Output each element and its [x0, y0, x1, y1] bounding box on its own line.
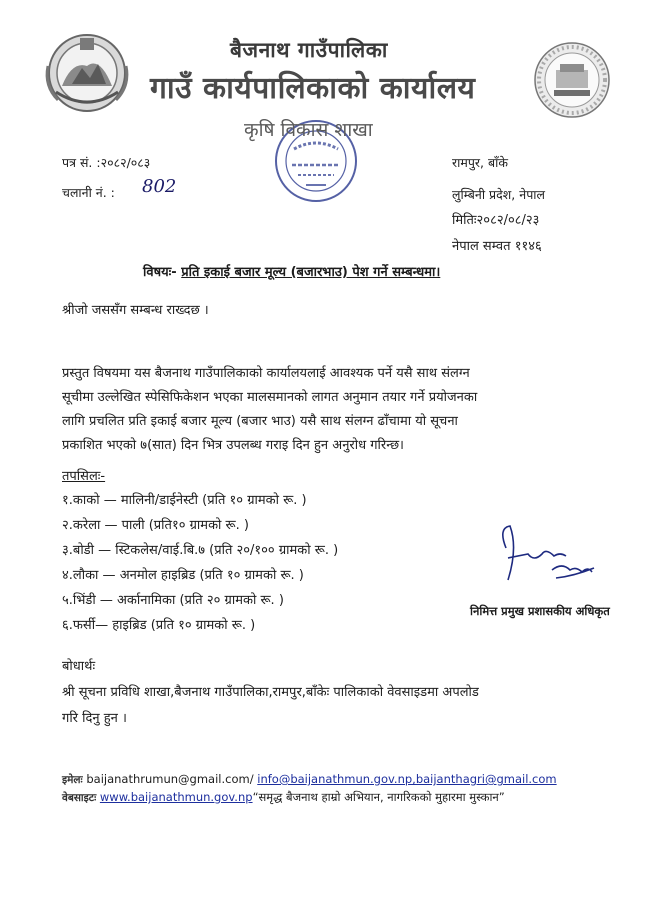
email-primary[interactable]: baijanathrumun@gmail.com/: [86, 772, 254, 786]
signature-icon: [488, 518, 608, 598]
footer-website: [62, 790, 505, 805]
body-line: प्रस्तुत विषयमा यस बैजनाथ गाउँपालिकाको कार्यालयलाई आवश्यक पर्ने यसै साथ संलग्न: [62, 366, 470, 381]
nepal-era: नेपाल सम्वत ११४६: [452, 239, 542, 254]
office-title: गाउँ कार्यपालिकाको कार्यालय: [150, 71, 476, 106]
office-province: लुम्बिनी प्रदेश, नेपाल: [452, 187, 546, 202]
branch-name: कृषि विकास शाखा: [244, 119, 373, 141]
dispatch-number: 802: [142, 176, 177, 197]
body-line: प्रकाशित भएको ७(सात) दिन भित्र उपलब्ध गराइ दिन हुन अनुरोध गरिन्छ।: [62, 438, 404, 453]
greeting: श्रीजो जससँग सम्बन्ध राख्दछ ।: [62, 303, 209, 318]
slogan: “समृद्ध बैजनाथ हाम्रो अभियान, नागरिकको मुहारमा मुस्कान”: [252, 790, 505, 804]
subject-text: प्रति इकाई बजार मूल्य (बजारभाउ) पेश गर्ने सम्बन्धमा।: [181, 265, 441, 280]
list-item: २.करेला — पाली (प्रति१० ग्रामको रू. ): [62, 518, 249, 533]
letter-date: मितिः२०८२/०८/२३: [452, 213, 540, 228]
info-request: गरि दिनु हुन ।: [62, 711, 127, 726]
signatory-title: निमित्त प्रमुख प्रशासकीय अधिकृत: [470, 604, 610, 618]
email-secondary-link[interactable]: info@baijanathmun.gov.np,baijanthagri@gmail.com: [257, 772, 557, 786]
body-line: सूचीमा उल्लेखित स्पेसिफिकेशन भएका मालसमानको लागत अनुमान तयार गर्ने प्रयोजनका: [62, 390, 478, 405]
body-line: लागि प्रचलित प्रति इकाई बजार मूल्य (बजार भाउ) यसै साथ संलग्न ढाँचामा यो सूचना: [62, 414, 458, 429]
item-list: [62, 488, 338, 638]
municipality-name: बैजनाथ गाउँपालिका: [230, 38, 388, 62]
government-emblem-icon: [42, 26, 132, 116]
email-label: इमेलः: [62, 774, 83, 786]
info-recipient: श्री सूचना प्रविधि शाखा,बैजनाथ गाउँपालिका,रामपुर,बाँकेः पालिकाको वेवसाइडमा अपलोड: [62, 685, 479, 700]
website-link[interactable]: www.baijanathmun.gov.np: [99, 790, 253, 804]
list-item: ४.लौका — अनमोल हाइब्रिड (प्रति १० ग्रामको रू. ): [62, 568, 304, 583]
list-item: १.काको — मालिनी/डाईनेस्टी (प्रति १० ग्रामको रू. ): [62, 493, 307, 508]
reference-number: पत्र सं. :२०८२/०८३: [62, 155, 151, 170]
info-label: बोधार्थः: [62, 659, 96, 674]
list-item: ६.फर्सी— हाइब्रिड (प्रति १० ग्रामको रू. ): [62, 618, 256, 633]
body-paragraph: [62, 362, 610, 458]
footer-email: [62, 772, 557, 787]
website-label: वेबसाइटः: [62, 792, 97, 804]
municipality-seal-icon: [532, 40, 612, 120]
subject-line: [143, 262, 440, 280]
list-item: ३.बोडी — स्टिकलेस/वाई.बि.७ (प्रति २०/१०० ग्रामको रू. ): [62, 543, 339, 558]
details-label: तपसिलः-: [62, 469, 106, 484]
list-item: ५.भिंडी — अर्कानामिका (प्रति २० ग्रामको रू. ): [62, 593, 284, 608]
subject-label: विषयः-: [143, 265, 177, 280]
office-place: रामपुर, बाँके: [452, 155, 508, 170]
dispatch-label: चलानी नं. :: [62, 185, 115, 200]
